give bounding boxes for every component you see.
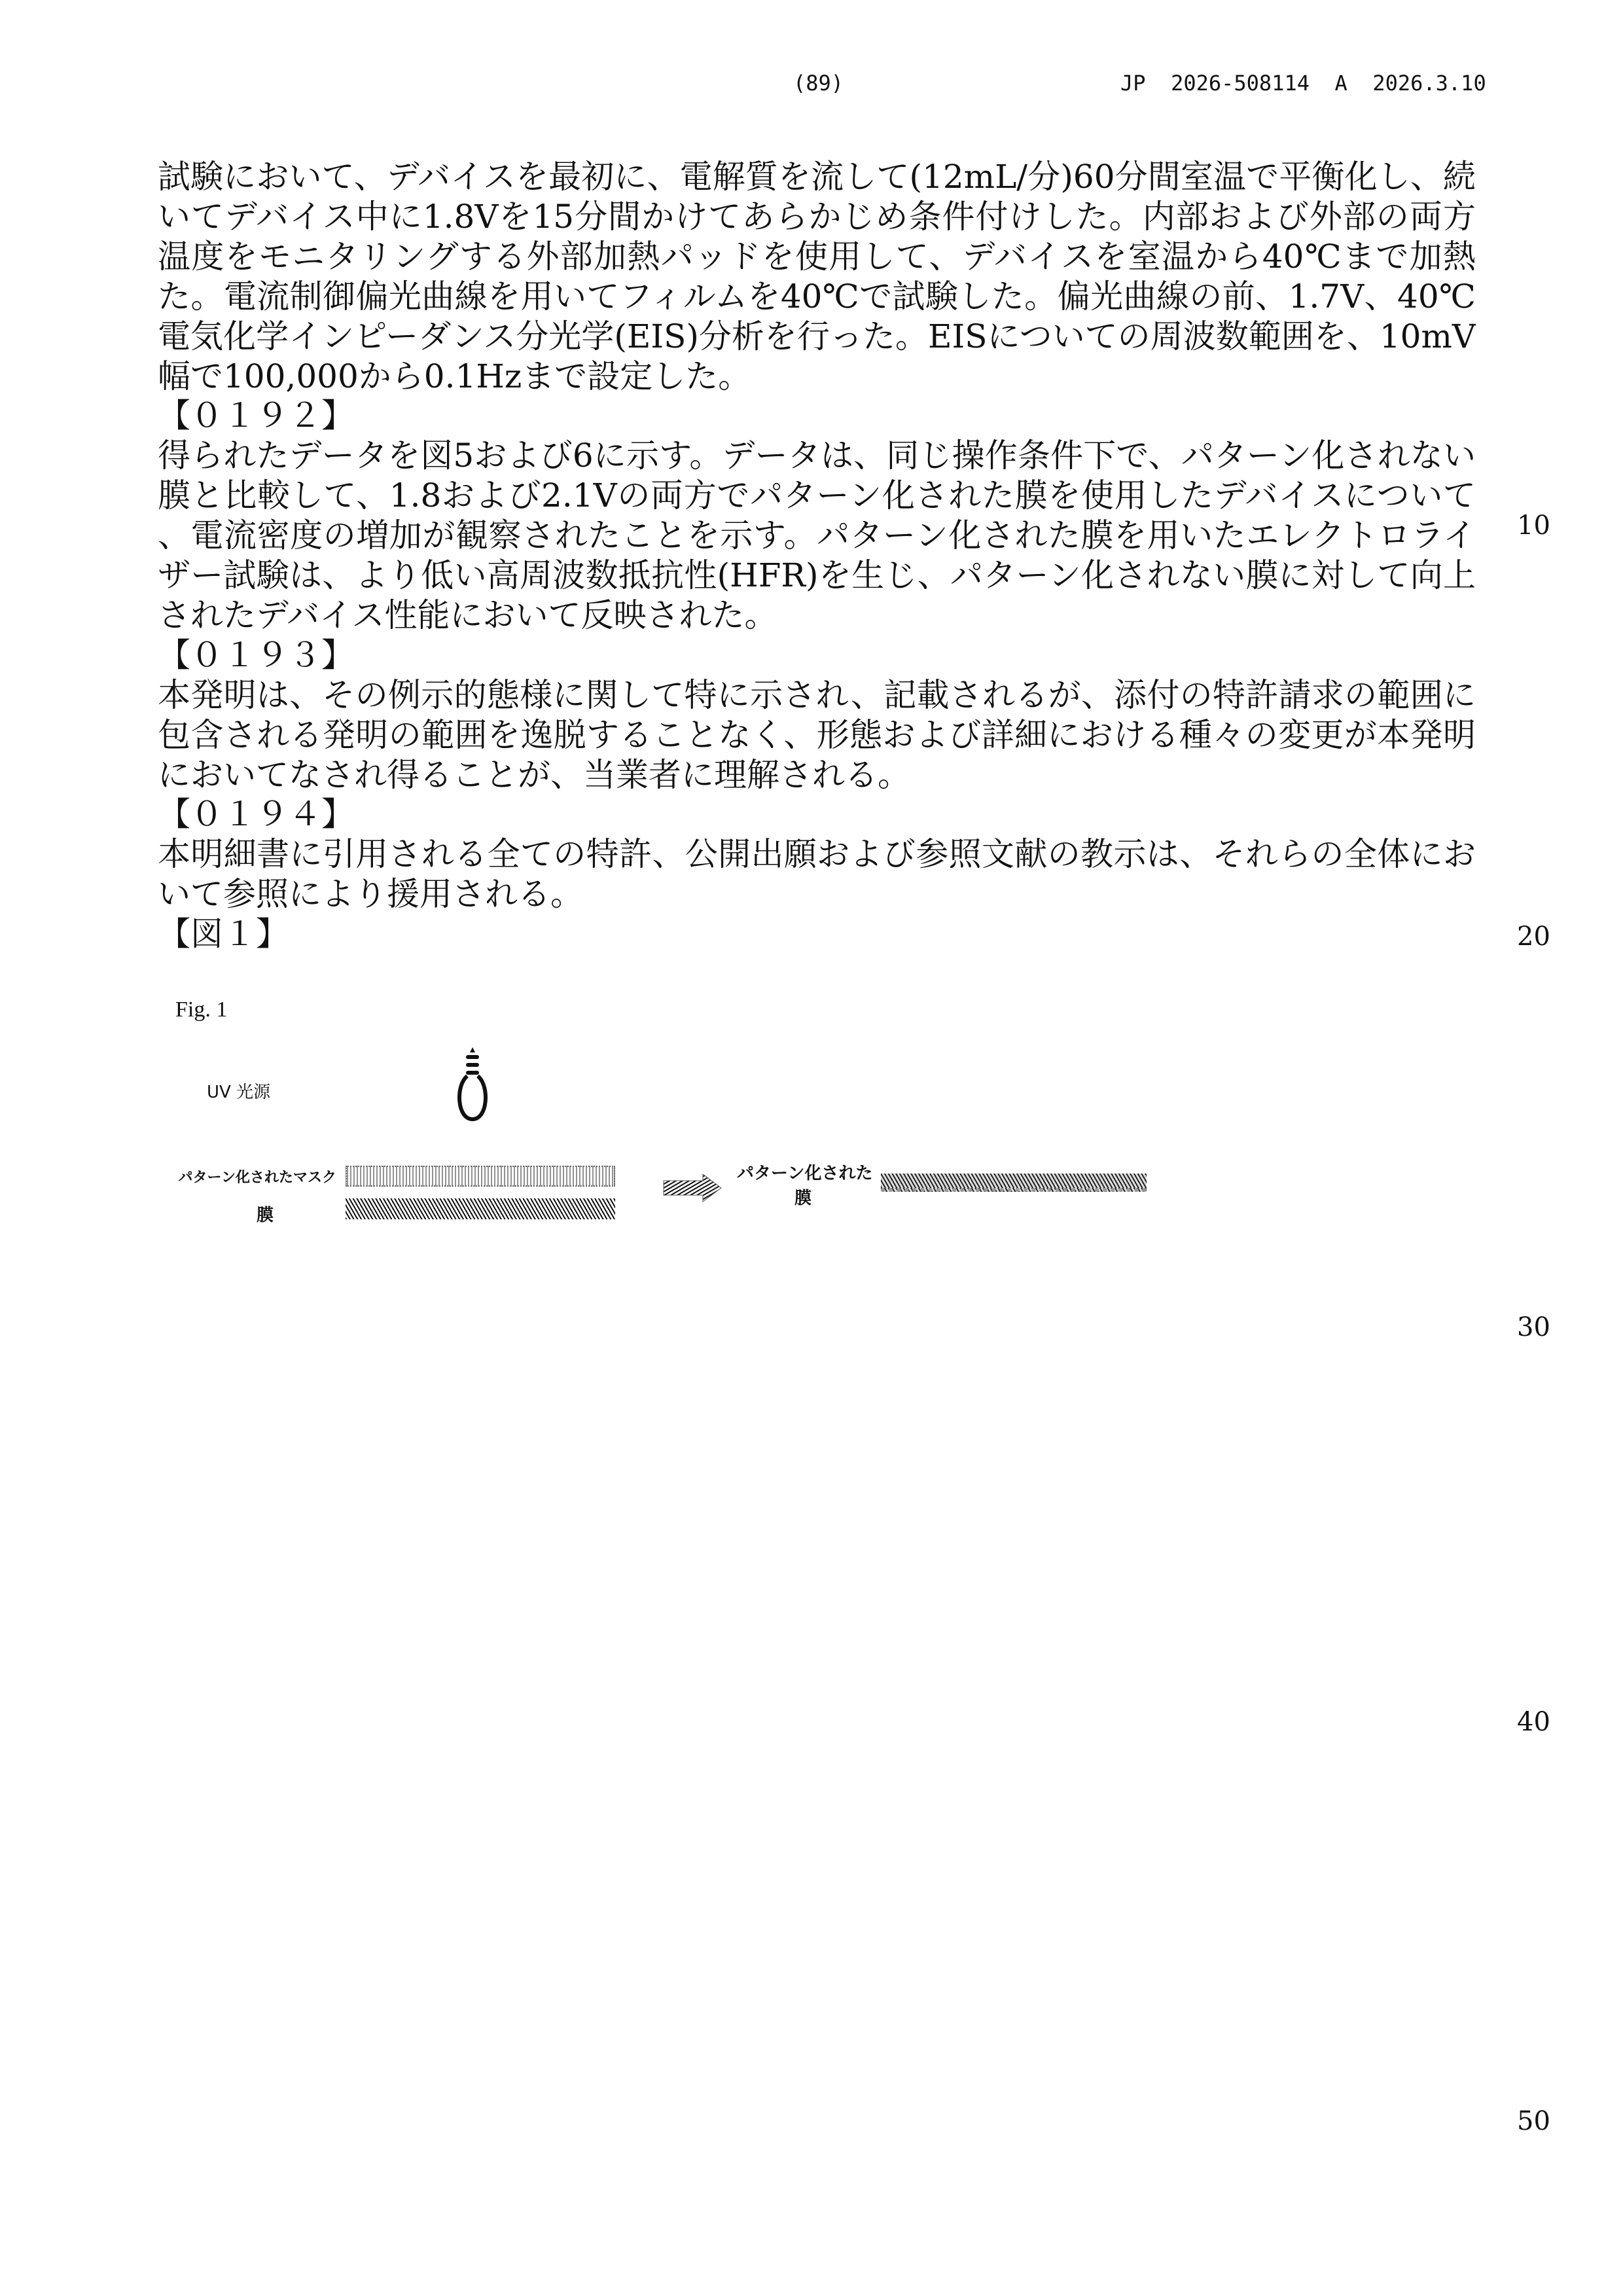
patterned-mask-label: パターン化されたマスク [178,1166,336,1187]
paragraph-number: 【０１９３】 [158,636,1476,675]
text-line: 膜と比較して、1.8および2.1Vの両方でパターン化された膜を使用したデバイスについて [158,476,1476,515]
page-number: (89) [793,71,844,96]
paragraph-number: 【０１９４】 [158,795,1476,834]
line-number: 20 [1517,922,1550,952]
text-line: 試験において、デバイスを最初に、電解質を流して(12mL/分)60分間室温で平衡化し、続 [158,157,1476,196]
patterned-mask [346,1166,615,1187]
line-number: 40 [1517,1707,1550,1737]
text-line: た。電流制御偏光曲線を用いてフィルムを40℃で試験した。偏光曲線の前、1.7V、40℃ [158,277,1476,316]
membrane-label: 膜 [257,1202,274,1226]
membrane [346,1198,615,1219]
uv-light-label: UV 光源 [207,1079,270,1103]
text-line: いて参照により援用される。 [158,874,1476,914]
line-number: 30 [1517,1312,1550,1342]
text-line: 温度をモニタリングする外部加熱パッドを使用して、デバイスを室温から40℃まで加熱 [158,237,1476,276]
text-line: 本明細書に引用される全ての特許、公開出願および参照文献の教示は、それらの全体にお [158,834,1476,874]
text-line: 幅で100,000から0.1Hzまで設定した。 [158,357,1476,396]
light-bulb-icon [452,1046,493,1124]
paragraph-number: 【図１】 [158,914,1476,954]
text-line: 、電流密度の増加が観察されたことを示す。パターン化された膜を用いたエレクトロライ [158,516,1476,555]
figure-title: Fig. 1 [175,997,227,1022]
line-number: 10 [1517,511,1550,541]
line-number: 50 [1517,2106,1550,2136]
publication-info: JP 2026-508114 A 2026.3.10 [1120,71,1486,96]
text-line: されたデバイス性能において反映された。 [158,596,1476,635]
text-line: においてなされ得ることが、当業者に理解される。 [158,755,1476,795]
text-line: 本発明は、その例示的態様に関して特に示され、記載されるが、添付の特許請求の範囲に [158,675,1476,715]
text-line: 得られたデータを図5および6に示す。データは、同じ操作条件下で、パターン化されない [158,436,1476,475]
arrow-icon [662,1173,722,1203]
text-line: 包含される発明の範囲を逸脱することなく、形態および詳細における種々の変更が本発明 [158,715,1476,755]
text-line: いてデバイス中に1.8Vを15分間かけてあらかじめ条件付けした。内部および外部の両方 [158,197,1476,236]
patterned-membrane-label: パターン化された [737,1160,872,1184]
paragraph-number: 【０１９２】 [158,396,1476,435]
text-line: 電気化学インピーダンス分光学(EIS)分析を行った。EISについての周波数範囲を、10mV [158,317,1476,356]
patterned-membrane [881,1174,1147,1192]
text-line: ザー試験は、より低い高周波数抵抗性(HFR)を生じ、パターン化されない膜に対して向上 [158,556,1476,595]
patterned-membrane-label-2: 膜 [794,1185,812,1209]
